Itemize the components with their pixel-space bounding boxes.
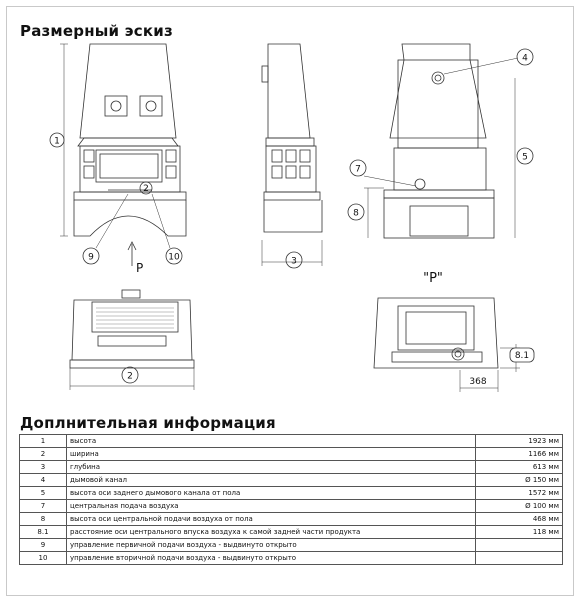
table-cell-value: 613 мм <box>476 461 563 474</box>
bottom-view-p <box>374 298 534 392</box>
table-cell-num: 1 <box>20 435 67 448</box>
callout-9: 9 <box>88 252 94 263</box>
table-cell-desc: высота оси заднего дымового канала от пола <box>67 487 476 500</box>
table-cell-num: 7 <box>20 500 67 513</box>
rear-view <box>348 44 533 286</box>
callout-2-front: 2 <box>143 184 149 194</box>
table-cell-value <box>476 539 563 552</box>
table-row <box>20 461 563 474</box>
table-cell-value: 1572 мм <box>476 487 563 500</box>
callout-8-1: 8.1 <box>514 351 530 361</box>
dim-368: 368 <box>469 377 487 387</box>
table-cell-num: 2 <box>20 448 67 461</box>
table-cell-num: 8.1 <box>20 526 67 539</box>
table-cell-desc: управление вторичной подачи воздуха - выдвинуто открыто <box>67 552 476 565</box>
view-arrow-p: P <box>136 261 144 275</box>
spec-table <box>19 434 563 565</box>
table-cell-desc: высота оси центральной подачи воздуха от пола <box>67 513 476 526</box>
table-row <box>20 513 563 526</box>
view-label-p: "P" <box>423 271 443 286</box>
table-row <box>20 448 563 461</box>
table-row <box>20 487 563 500</box>
callout-10: 10 <box>168 252 180 263</box>
table-cell-value <box>476 552 563 565</box>
sketch-heading: Размерный эскиз <box>20 22 173 40</box>
callout-3: 3 <box>291 256 297 267</box>
side-view <box>262 44 322 268</box>
table-cell-num: 9 <box>20 539 67 552</box>
table-row <box>20 539 563 552</box>
table-cell-value: 1166 мм <box>476 448 563 461</box>
table-cell-num: 8 <box>20 513 67 526</box>
callout-7: 7 <box>355 164 361 175</box>
table-row <box>20 435 563 448</box>
callout-4: 4 <box>522 53 528 64</box>
table-row <box>20 552 563 565</box>
table-cell-desc: центральная подача воздуха <box>67 500 476 513</box>
table-cell-value: Ø 100 мм <box>476 500 563 513</box>
table-cell-desc: дымовой канал <box>67 474 476 487</box>
table-row <box>20 500 563 513</box>
table-cell-num: 10 <box>20 552 67 565</box>
callout-1: 1 <box>54 136 60 147</box>
table-cell-desc: ширина <box>67 448 476 461</box>
table-cell-value: Ø 150 мм <box>476 474 563 487</box>
top-view <box>70 290 194 390</box>
table-cell-num: 4 <box>20 474 67 487</box>
callout-5: 5 <box>522 152 528 163</box>
front-view <box>50 44 186 275</box>
table-cell-desc: расстояние оси центрального впуска воздуха к самой задней части продукта <box>67 526 476 539</box>
table-cell-value: 468 мм <box>476 513 563 526</box>
table-cell-num: 5 <box>20 487 67 500</box>
info-heading: Доплнительная информация <box>20 414 276 432</box>
table-cell-value: 1923 мм <box>476 435 563 448</box>
table-cell-value: 118 мм <box>476 526 563 539</box>
table-row <box>20 526 563 539</box>
table-cell-desc: высота <box>67 435 476 448</box>
table-cell-desc: управление первичной подачи воздуха - выдвинуто открыто <box>67 539 476 552</box>
table-cell-desc: глубина <box>67 461 476 474</box>
table-row <box>20 474 563 487</box>
callout-8: 8 <box>353 208 359 219</box>
callout-2-top: 2 <box>127 371 133 382</box>
table-cell-num: 3 <box>20 461 67 474</box>
